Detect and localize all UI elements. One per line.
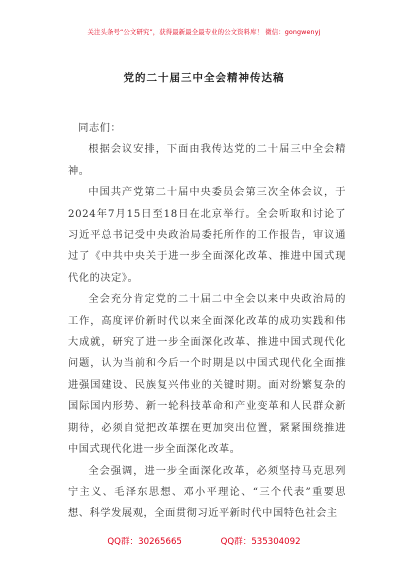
footer-contacts: [0, 535, 408, 547]
document-title: 党的二十届三中全会精神传达稿: [123, 72, 285, 84]
paragraph: 中国共产党第二十届中央委员会第三次全体会议，于2024年7月15日至18日在北京举行。全会听取和讨论了习近平总书记受中央政治局委托所作的工作报告，审议通过了《中共中央关于进一步全面深化改革、推进中国式现代化的决定》。: [68, 187, 346, 284]
document-body: [68, 118, 346, 525]
paragraph: 根据会议安排，下面由我传达党的二十届三中全会精神。: [68, 144, 346, 177]
qq-group-1: QQ群：30265665: [107, 537, 182, 547]
qq-group-2: QQ群：535304092: [220, 537, 301, 547]
paragraph: 全会充分肯定党的二十届二中全会以来中央政治局的工作，高度评价新时代以来全面深化改革的成功实践和伟大成就，研究了进一步全面深化改革、推进中国式现代化问题，认为当前和今后一个时期是以中国式现代化全面推进强国建设、民族复兴伟业的关键时期。面对纷繁复杂的国际国内形势、新一轮科技革命和产业变革和人民群众新期待，必须自觉把改革摆在更加突出位置，紧紧围绕推进中国式现代化进一步全面深化改革。: [68, 294, 346, 456]
top-banner: 关注头条号“公文研究”，获得最新最全最专业的公文资料库！ 微信：gongwenyj: [87, 28, 321, 36]
salutation: 同志们：: [78, 123, 122, 134]
paragraph: 全会强调，进一步全面深化改革，必须坚持马克思列宁主义、毛泽东思想、邓小平理论、“三个代表”重要思想、科学发展观，全面贯彻习近平新时代中国特色社会主: [68, 465, 346, 520]
